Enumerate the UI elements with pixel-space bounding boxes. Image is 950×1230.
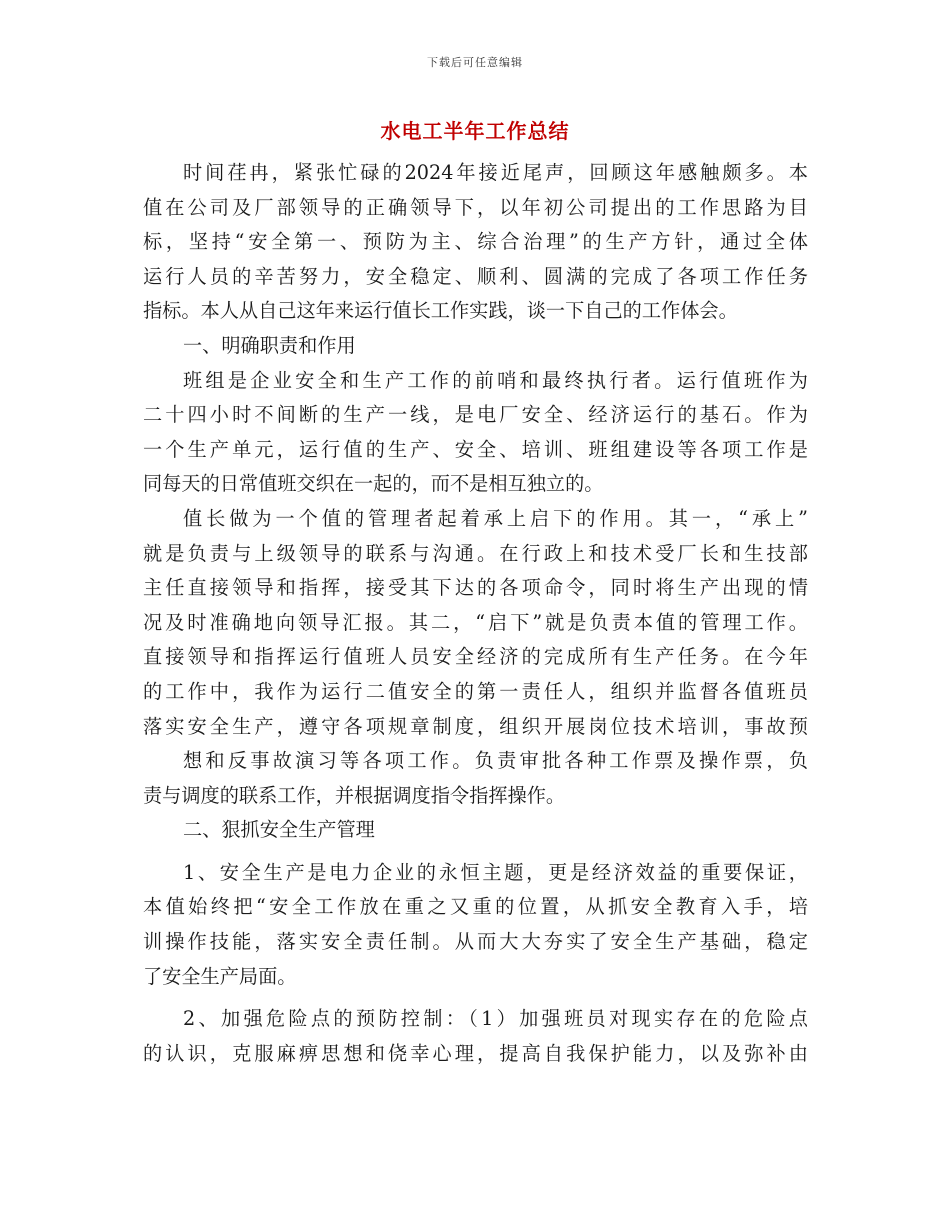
text-line: 一个生产单元，运行值的生产、安全、培训、班组建设等各项工作是 [143,437,808,461]
text-line: 同每天的日常值班交织在一起的，而不是相互独立的。 [143,472,604,496]
text-line: 运行人员的辛苦努力，安全稳定、顺利、圆满的完成了各项工作任务 [143,264,808,288]
text-line: 主任直接领导和指挥，接受其下达的各项命令，同时将生产出现的情 [143,576,808,600]
text-line: 值长做为一个值的管理者起着承上启下的作用。其一，“承上” [183,506,808,530]
text-line: 2、加强危险点的预防控制：（1）加强班员对现实存在的危险点 [183,1007,808,1031]
text-line: 想和反事故演习等各项工作。负责审批各种工作票及操作票，负 [183,749,808,773]
text-line: 二、狠抓安全生产管理 [183,818,375,842]
text-line: 了安全生产局面。 [143,964,297,988]
text-line: 值在公司及厂部领导的正确领导下，以年初公司提出的工作思路为目 [143,195,808,219]
document-title: 水电工半年工作总结 [380,119,570,143]
page-header: 下载后可任意编辑 [427,56,523,69]
text-line: 本值始终把“安全工作放在重之又重的位置，从抓安全教育入手，培 [143,895,808,919]
text-line: 标，坚持“安全第一、预防为主、综合治理”的生产方针，通过全体 [143,230,808,254]
text-line: 直接领导和指挥运行值班人员安全经济的完成所有生产任务。在今年 [143,645,808,669]
text-line: 的认识，克服麻痹思想和侥幸心理，提高自我保护能力，以及弥补由 [143,1041,808,1065]
text-line: 训操作技能，落实安全责任制。从而大大夯实了安全生产基础，稳定 [143,930,808,954]
text-line: 责与调度的联系工作，并根据调度指令指挥操作。 [143,783,566,807]
text-line: 落实安全生产，遵守各项规章制度，组织开展岗位技术培训，事故预 [143,714,808,738]
text-line: 时间荏冉，紧张忙碌的2024年接近尾声，回顾这年感触颇多。本 [183,161,808,184]
paragraph-gap [143,994,808,1002]
text-line: 1、安全生产是电力企业的永恒主题，更是经济效益的重要保证， [183,860,808,884]
paragraph-gap [143,848,808,856]
text-line: 就是负责与上级领导的联系与沟通。在行政上和技术受厂长和生技部 [143,541,808,565]
text-line: 况及时准确地向领导汇报。其二，“启下”就是负责本值的管理工作。 [143,610,808,634]
document-body [143,156,808,1071]
text-line: 的工作中，我作为运行二值安全的第一责任人，组织并监督各值班员 [143,679,808,703]
text-line: 二十四小时不间断的生产一线，是电厂安全、经济运行的基石。作为 [143,403,808,427]
text-line: 班组是企业安全和生产工作的前哨和最终执行者。运行值班作为 [183,368,808,392]
text-line: 一、明确职责和作用 [183,333,356,357]
text-line: 指标。本人从自己这年来运行值长工作实践，谈一下自己的工作体会。 [143,299,738,323]
